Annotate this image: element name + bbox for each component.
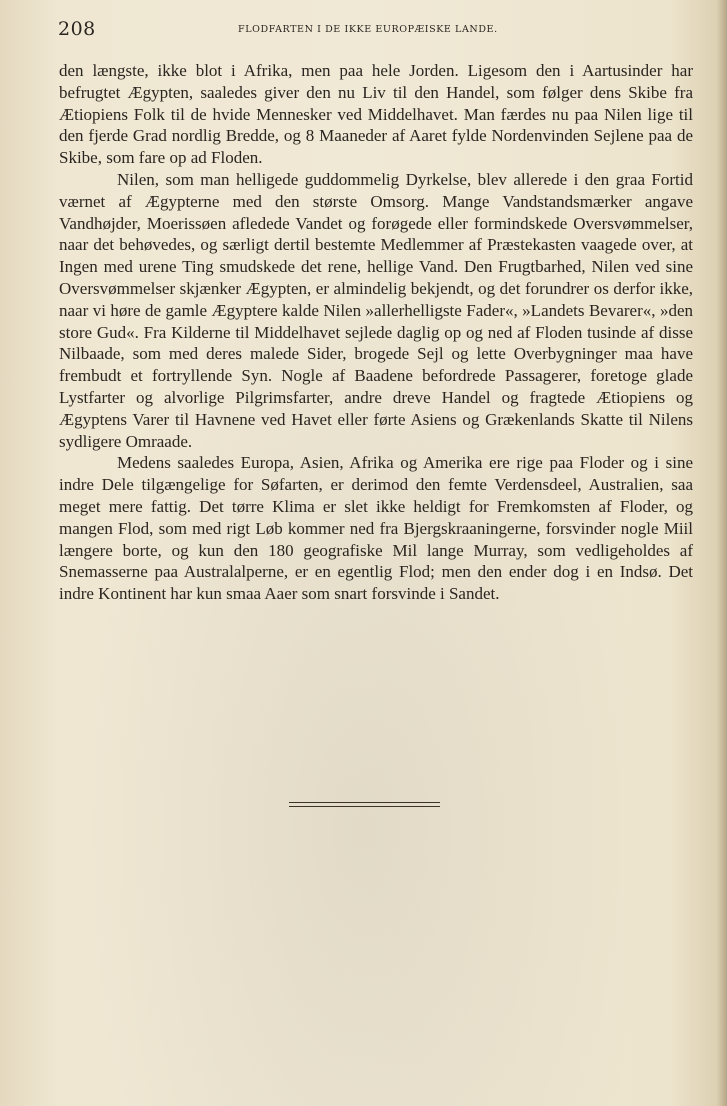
running-head: FLODFARTEN I DE IKKE EUROPÆISKE LANDE. — [238, 24, 498, 35]
page-number: 208 — [58, 18, 96, 40]
paragraph-nile-length: den længste, ikke blot i Afrika, men paa hele Jorden. Ligesom den i Aartusinder har befrugtet Ægypten, saaledes giver den nu Liv til den Handel, som følger dens Skibe fra Ætiopiens Folk til de hvide Mennesker ved Middelhavet. Man færdes nu paa Nilen lige til den fjerde Grad nordlig Bredde, og 8 Maaneder af Aaret fylde Nordenvinden Sejlene paa de Skibe, som fare op ad Floden. — [59, 61, 693, 168]
section-end-rule — [289, 802, 440, 807]
body-text — [59, 60, 693, 605]
page-edge-shadow — [717, 0, 727, 1106]
page-header — [58, 18, 668, 44]
paragraph-australia: Medens saaledes Europa, Asien, Afrika og Amerika ere rige paa Floder og i sine indre Dele tilgængelige for Søfarten, er derimod den femte Verdensdeel, Australien, saa meget mere fattig. Det tørre Klima er slet ikke heldigt for Fremkomsten af Floder, og mangen Flod, som med rigt Løb kommer ned fra Bjergskraaningerne, forsvinder nogle Miil længere borte, og kun den 180 geografiske Mil lange Murray, som vedligeholdes af Snemasserne paa Australalperne, er en egentlig Flod; men den ender dog i en Indsø. Det indre Kontinent har kun smaa Aaer som snart forsvinde i Sandet. — [59, 453, 693, 604]
paragraph-nile-worship: Nilen, som man helligede guddommelig Dyrkelse, blev allerede i den graa Fortid værnet af Ægypterne med den største Omsorg. Mange Vandstandsmærker angave Vandhøjder, Moerissøen afledede Vandet og forøgede eller formindskede Oversvømmelser, naar det behøvedes, og særligt dertil bestemte Medlemmer af Præstekasten vaagede over, at Ingen med urene Ting smudskede det rene, hellige Vand. Den Frugtbarhed, Nilen ved sine Oversvømmelser skjænker Ægypten, er almindelig bekjendt, og det forundrer os derfor ikke, naar vi høre de gamle Ægyptere kalde Nilen »allerhelligste Fader«, »Landets Bevarer«, »den store Gud«. Fra Kilderne til Middelhavet sejlede daglig op og ned af Floden tusinde af disse Nilbaade, som med deres malede Sider, brogede Sejl og lette Overbygninger maa have frembudt et fortryllende Syn. Nogle af Baadene befordrede Passagerer, foretoge glade Lystfarter og alvorlige Pilgrimsfarter, andre dreve Handel og fragtede Ætiopiens og Ægyptens Varer til Havnene ved Havet eller førte Asiens og Grækenlands Skatte til Nilens sydligere Omraade. — [59, 169, 693, 451]
